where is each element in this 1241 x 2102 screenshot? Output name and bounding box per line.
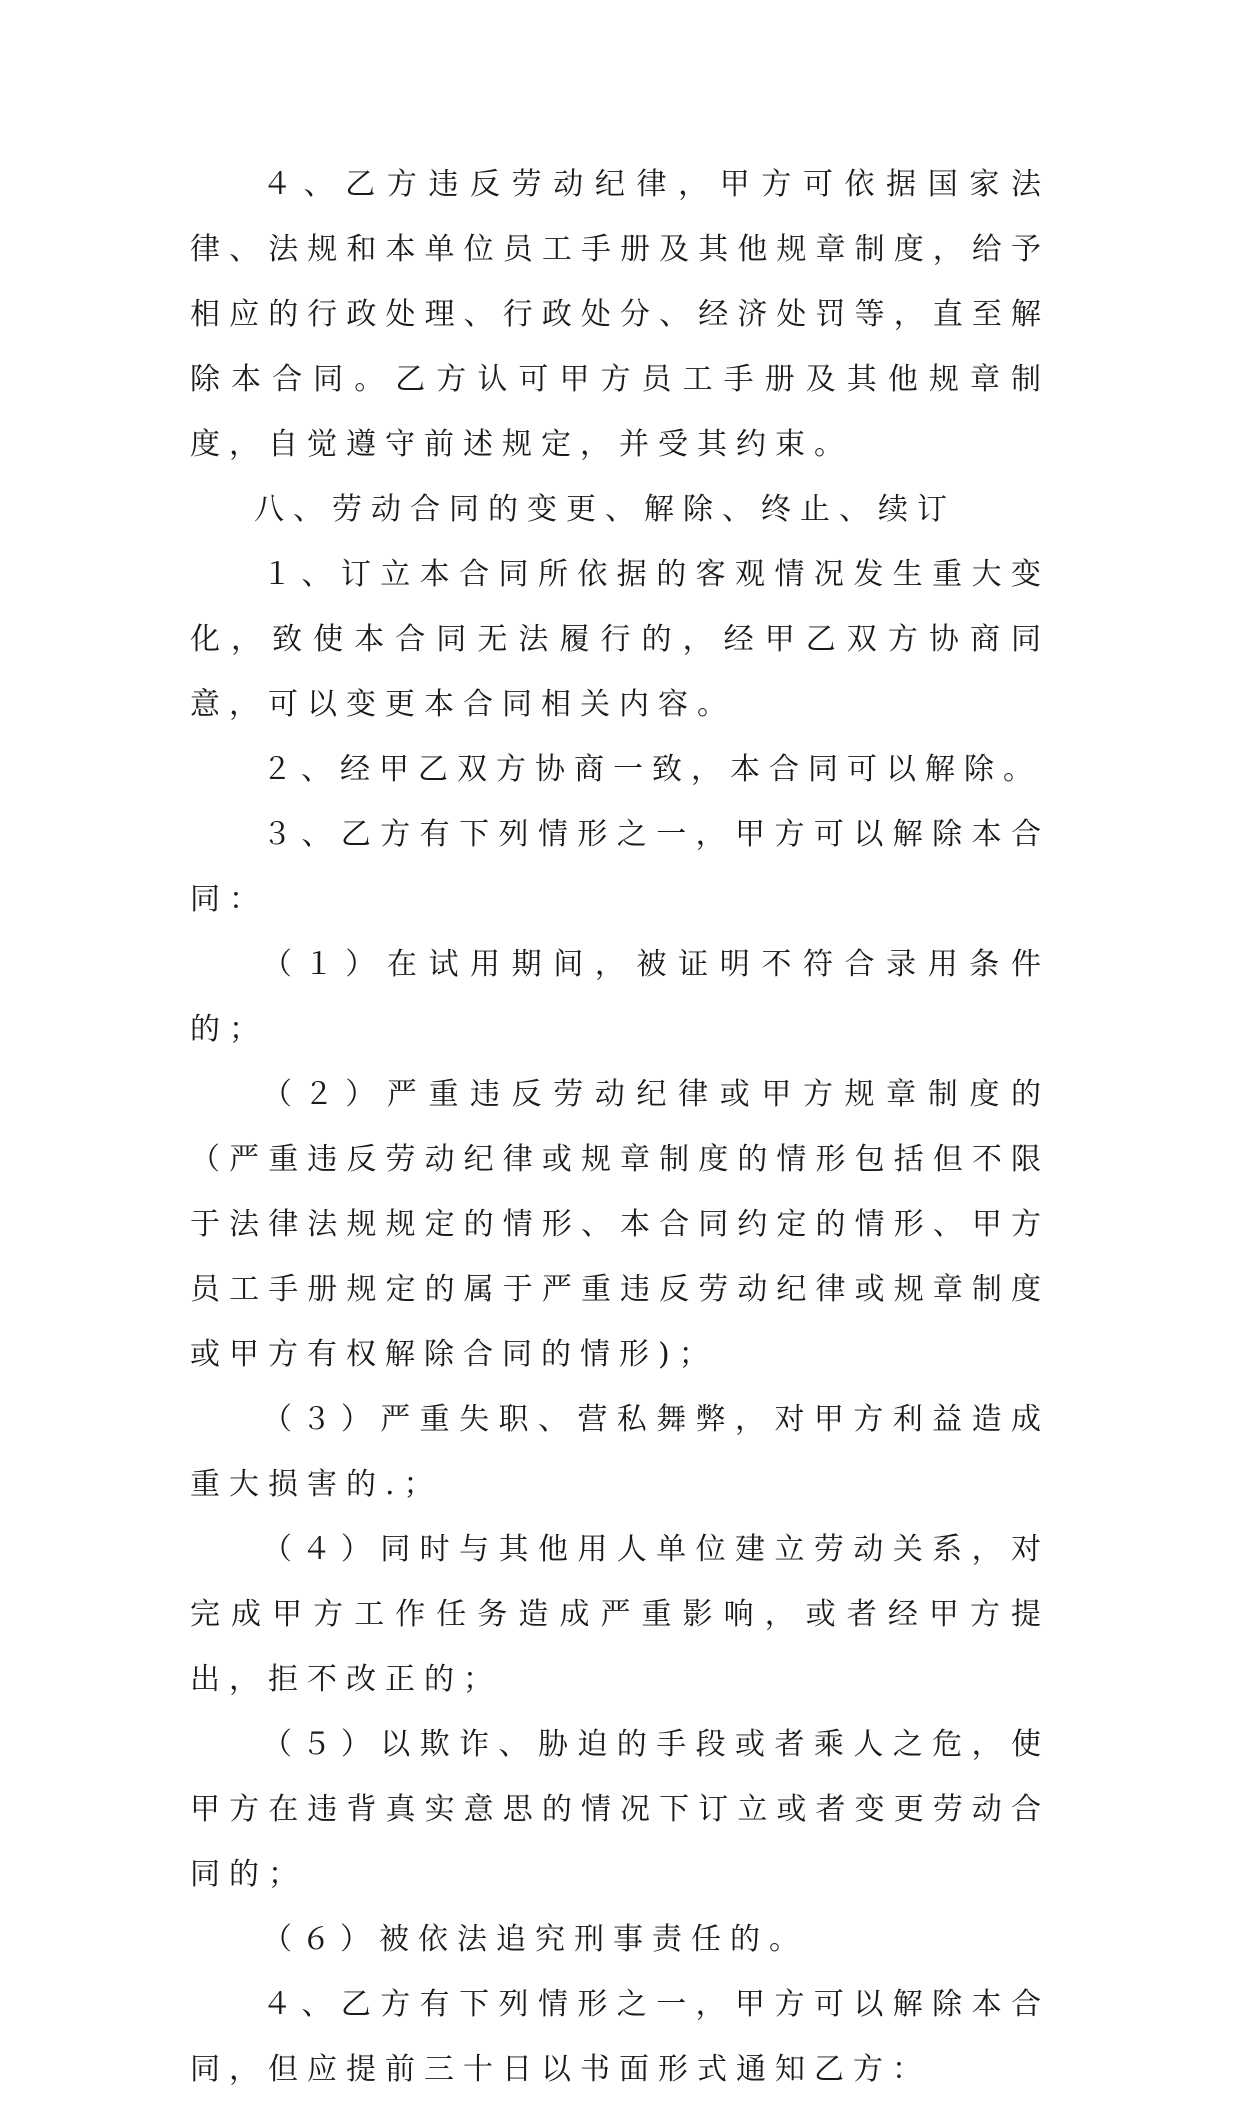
condition-2: （２）严重违反劳动纪律或甲方规章制度的（严重违反劳动纪律或规章制度的情形包括但不限于法律法规规定的情形、本合同约定的情形、甲方员工手册规定的属于严重违反劳动纪律或规章制度或甲方有权解除合同的情形)； <box>190 1077 1050 1372</box>
condition-6: （６）被依法追究刑事责任的。 <box>262 1922 808 1957</box>
condition-4: （４）同时与其他用人单位建立劳动关系，对完成甲方工作任务造成严重影响，或者经甲方提出，拒不改正的； <box>190 1532 1050 1697</box>
condition-3: （３）严重失职、营私舞弊，对甲方利益造成重大损害的.； <box>190 1402 1050 1502</box>
condition-1: （１）在试用期间，被证明不符合录用条件的； <box>190 947 1050 1047</box>
clause-4-discipline: ４、乙方违反劳动纪律，甲方可依据国家法律、法规和本单位员工手册及其他规章制度，给予相应的行政处理、行政处分、经济处罚等，直至解除本合同。乙方认可甲方员工手册及其他规章制度，自觉遵守前述规定，并受其约束。 <box>190 167 1050 462</box>
clause-3-termination-conditions: ３、乙方有下列情形之一，甲方可以解除本合同： <box>190 817 1050 917</box>
condition-5: （５）以欺诈、胁迫的手段或者乘人之危，使甲方在违背真实意思的情况下订立或者变更劳动合同的； <box>190 1727 1050 1892</box>
clause-2-mutual-termination: ２、经甲乙双方协商一致，本合同可以解除。 <box>262 752 1042 787</box>
clause-4-notice-termination: ４、乙方有下列情形之一，甲方可以解除本合同，但应提前三十日以书面形式通知乙方： <box>190 1987 1050 2087</box>
clause-1-change: １、订立本合同所依据的客观情况发生重大变化，致使本合同无法履行的，经甲乙双方协商同意，可以变更本合同相关内容。 <box>190 557 1050 722</box>
section-8-heading: 八、劳动合同的变更、解除、终止、续订 <box>254 492 956 527</box>
document-body <box>190 152 1050 2102</box>
